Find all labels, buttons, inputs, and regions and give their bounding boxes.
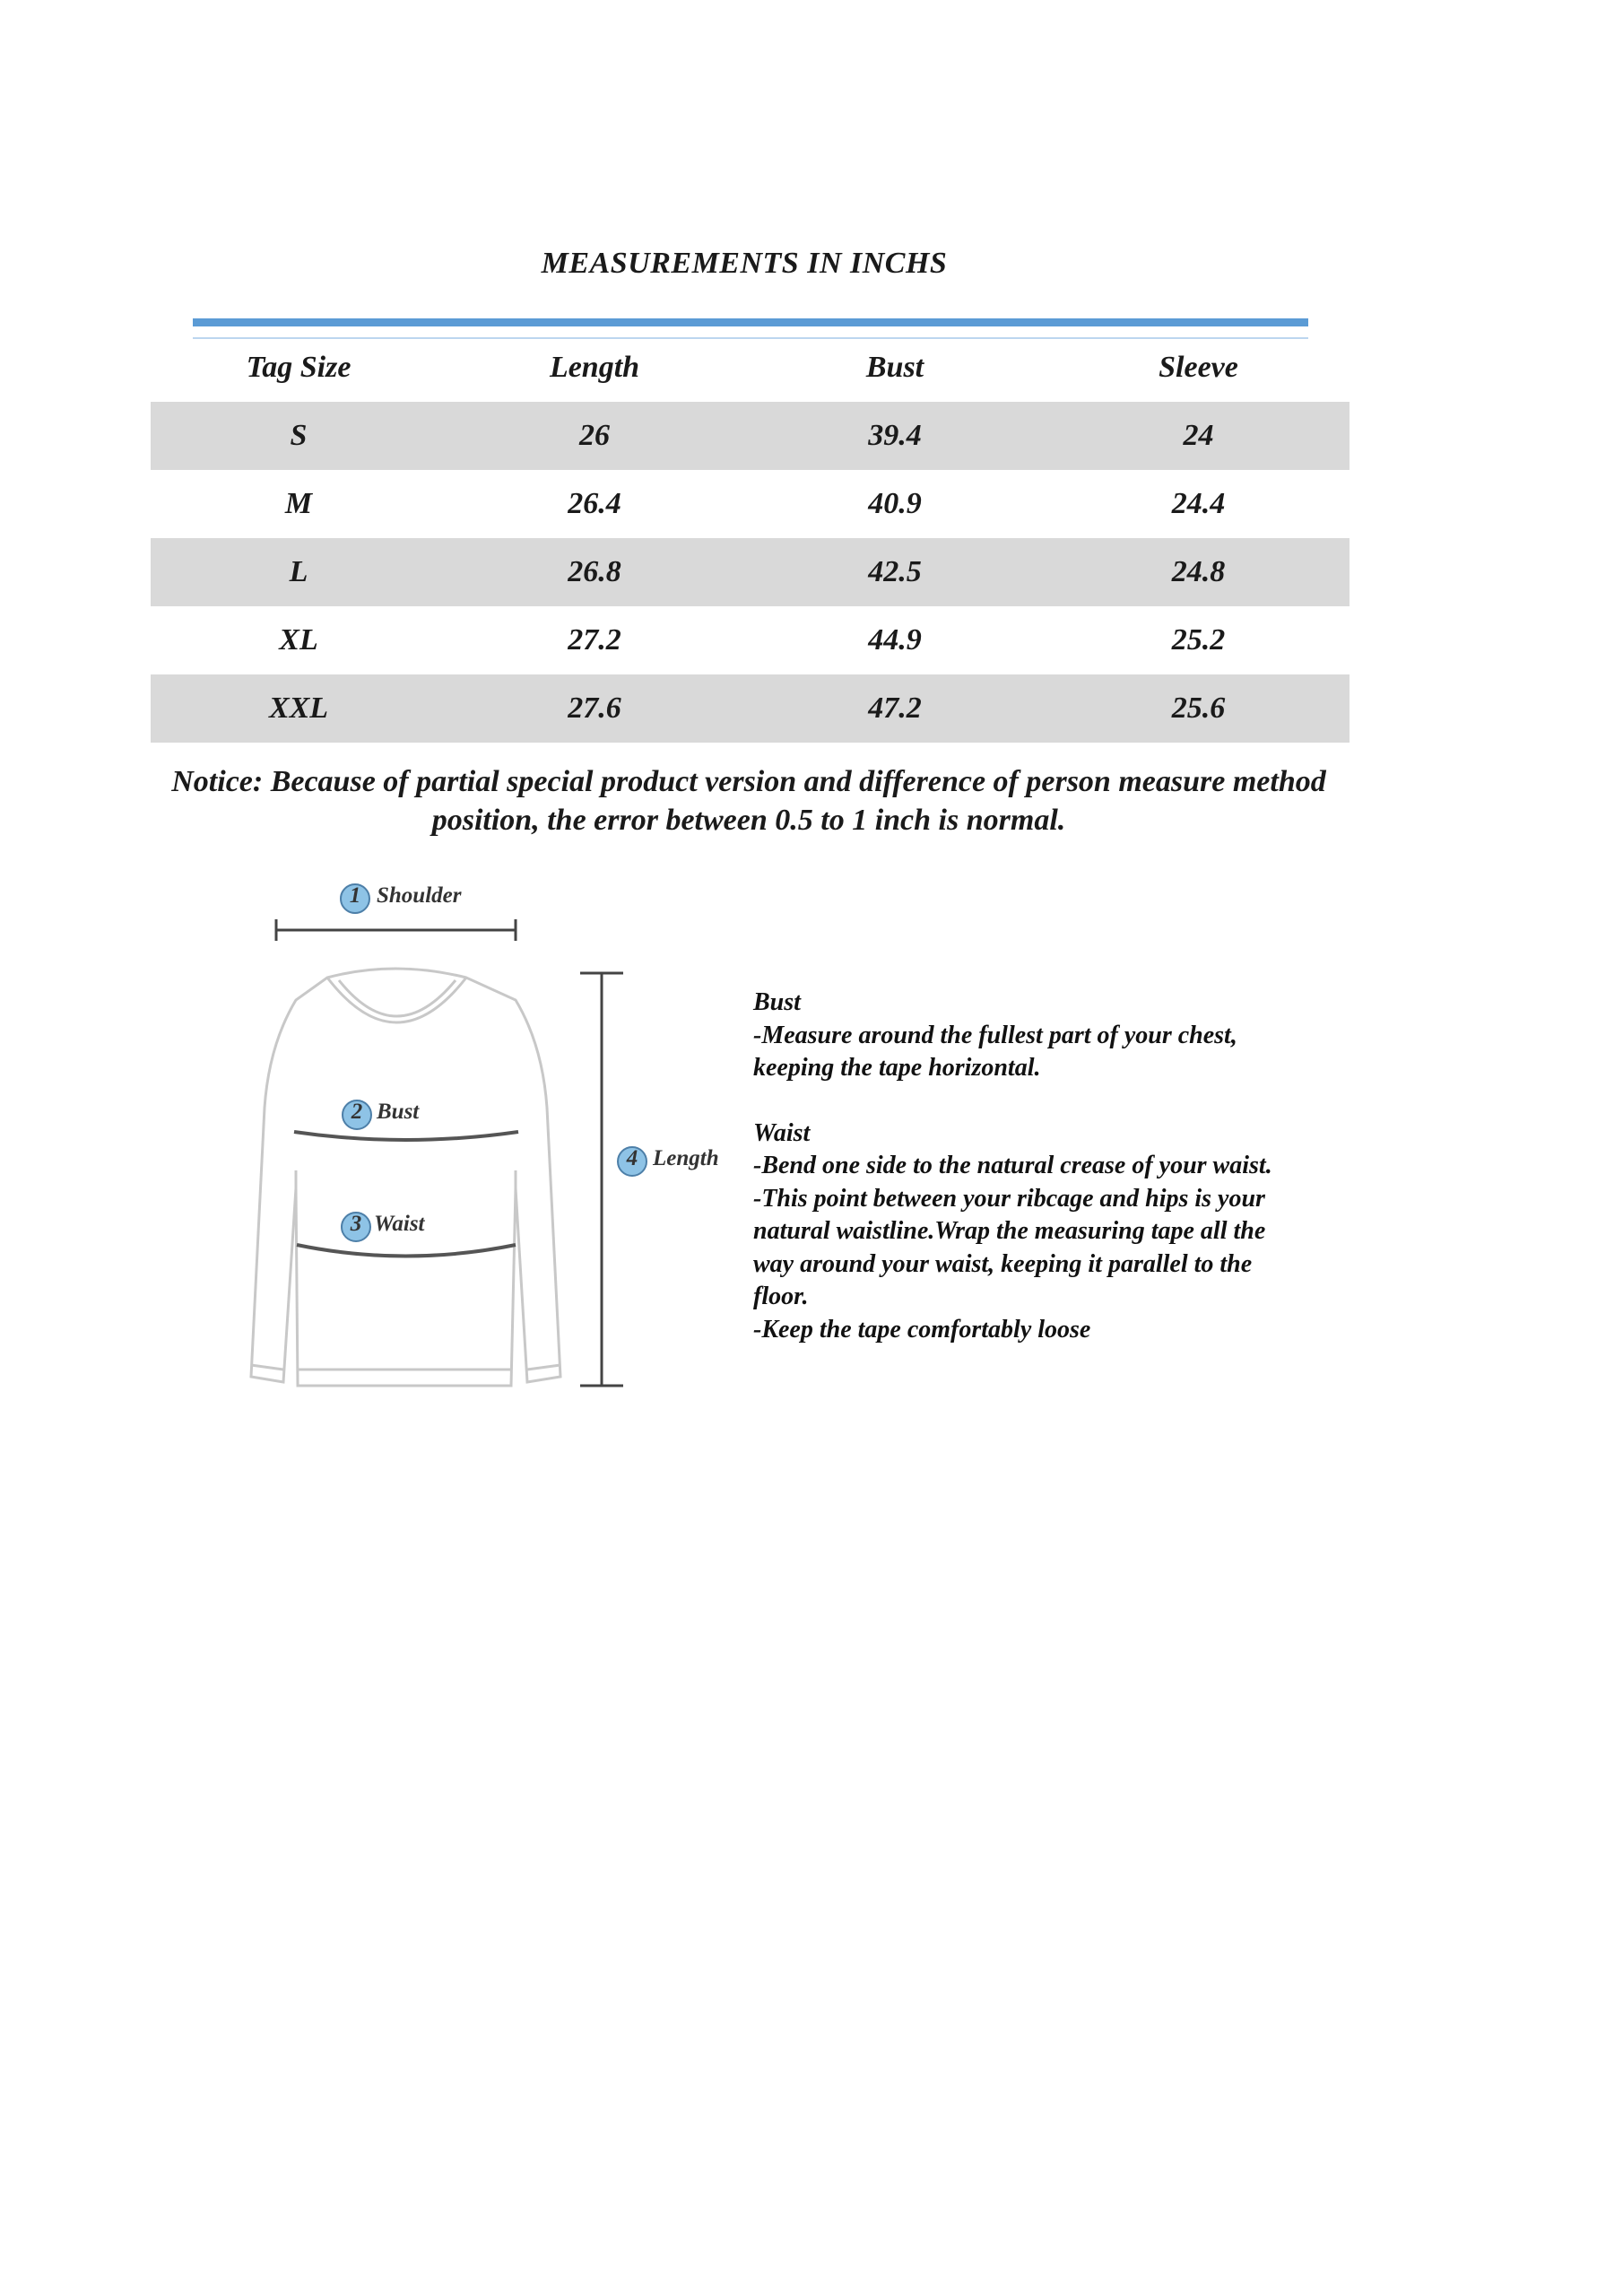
shirt-illustration <box>197 874 753 1413</box>
cell-size: XL <box>279 623 318 657</box>
cell-size: S <box>290 419 308 452</box>
waist-heading: Waist <box>753 1118 811 1147</box>
header-sleeve: Sleeve <box>1159 351 1238 384</box>
waist-instruction-line: natural waistline.Wrap the measuring tape all the <box>753 1217 1266 1245</box>
marker-bust-number: 2 <box>351 1100 363 1124</box>
table-row <box>151 606 1350 674</box>
cell-bust: 40.9 <box>868 487 922 520</box>
bust-instruction-line: keeping the tape horizontal. <box>753 1054 1041 1082</box>
cell-size: L <box>289 555 308 588</box>
header-rule <box>193 318 1308 326</box>
cell-sleeve: 24.4 <box>1171 487 1226 520</box>
bust-instruction-line: -Measure around the fullest part of your chest, <box>753 1021 1237 1049</box>
marker-waist-number: 3 <box>350 1212 362 1236</box>
marker-bust-label: Bust <box>377 1100 420 1124</box>
shirt-diagram <box>197 874 753 1413</box>
cell-size: M <box>284 487 313 520</box>
table-row <box>151 538 1350 606</box>
cell-length: 26.8 <box>568 555 621 588</box>
header-length: Length <box>549 351 640 384</box>
header-tag-size: Tag Size <box>246 351 352 384</box>
waist-instruction-line: -Bend one side to the natural crease of your waist. <box>753 1152 1272 1179</box>
marker-shoulder-number: 1 <box>349 883 361 908</box>
notice-text <box>135 762 1363 839</box>
cell-sleeve: 25.2 <box>1171 623 1226 657</box>
cell-size: XXL <box>268 691 329 725</box>
header-bust: Bust <box>865 351 924 384</box>
chart-title: MEASUREMENTS IN INCHS <box>541 247 948 280</box>
cell-bust: 39.4 <box>868 419 922 452</box>
cell-length: 27.2 <box>568 623 621 657</box>
cell-length: 26 <box>579 419 610 452</box>
marker-waist-label: Waist <box>374 1212 425 1236</box>
waist-instruction-line: floor. <box>753 1283 809 1310</box>
cell-bust: 47.2 <box>868 691 922 725</box>
notice-line-1: Notice: Because of partial special product version and difference of person measure method <box>171 765 1326 798</box>
cell-length: 27.6 <box>568 691 621 725</box>
table-row <box>151 470 1350 538</box>
waist-instruction-line: way around your waist, keeping it parallel to the <box>753 1249 1253 1278</box>
measuring-instructions <box>753 987 1345 1346</box>
table-header-row <box>151 334 1350 402</box>
size-table <box>151 334 1350 743</box>
cell-bust: 44.9 <box>868 623 922 657</box>
table-row <box>151 674 1350 743</box>
waist-instruction-line: -This point between your ribcage and hips is your <box>753 1184 1265 1213</box>
notice-line-2: position, the error between 0.5 to 1 inch is normal. <box>431 804 1066 837</box>
marker-length-label: Length <box>653 1146 719 1170</box>
bust-heading: Bust <box>753 988 801 1016</box>
marker-length-number: 4 <box>626 1146 638 1170</box>
table-row <box>151 402 1350 470</box>
cell-sleeve: 24 <box>1183 419 1214 452</box>
cell-length: 26.4 <box>568 487 621 520</box>
waist-instruction-line: -Keep the tape comfortably loose <box>753 1315 1091 1344</box>
cell-sleeve: 24.8 <box>1171 555 1226 588</box>
marker-shoulder-label: Shoulder <box>377 883 462 908</box>
cell-sleeve: 25.6 <box>1171 691 1226 725</box>
cell-bust: 42.5 <box>868 555 922 588</box>
